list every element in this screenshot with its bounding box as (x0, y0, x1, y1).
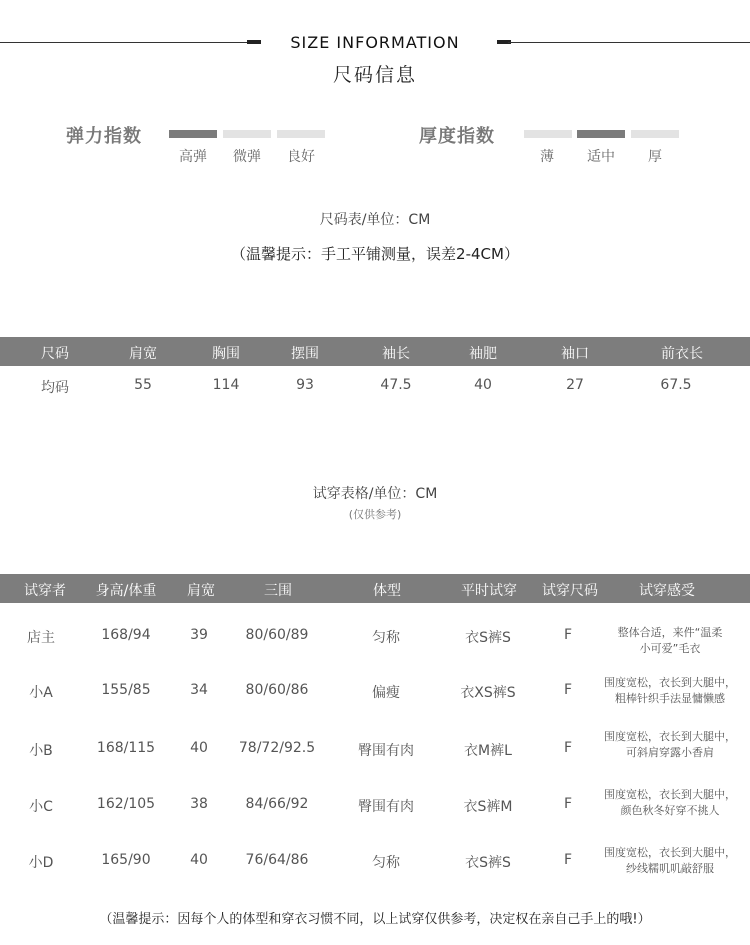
tryon-cell-height-weight: 165/90 (101, 852, 151, 868)
tryon-cell-person: 小C (29, 799, 53, 815)
tryon-table-note: (仅供参考) (348, 508, 402, 521)
page-title-cn: 尺码信息 (332, 64, 417, 86)
header-rule-right (508, 42, 750, 43)
tryon-cell-person: 店主 (27, 630, 55, 646)
size-cell-hem: 93 (296, 377, 314, 393)
thickness-bar-0 (524, 130, 572, 138)
tryon-cell-feedback (592, 845, 748, 877)
tryon-cell-tried-size: F (563, 627, 573, 643)
elasticity-bar-2 (277, 130, 325, 138)
feedback-line: 围度宽松，衣长到大腿中， (604, 730, 736, 743)
thickness-label: 厚度指数 (419, 126, 495, 147)
size-col-front-length: 前衣长 (661, 346, 703, 362)
elasticity-option-slight: 微弹 (233, 149, 261, 165)
tryon-cell-measurements: 80/60/86 (245, 682, 309, 698)
feedback-line: 围度宽松，衣长到大腿中， (604, 676, 736, 689)
tryon-cell-measurements: 76/64/86 (245, 852, 309, 868)
feedback-line: 纱线糯叽叽敲舒服 (626, 862, 714, 875)
feedback-line: 小可爱”毛衣 (639, 642, 701, 655)
elasticity-option-high: 高弹 (179, 149, 207, 165)
tryon-cell-tried-size: F (563, 852, 573, 868)
tryon-cell-height-weight: 168/94 (101, 627, 151, 643)
elasticity-bar-0 (169, 130, 217, 138)
tryon-cell-height-weight: 168/115 (96, 740, 156, 756)
size-col-hem: 摆围 (291, 346, 319, 362)
size-col-sleeve-width: 袖肥 (469, 346, 497, 362)
tryon-cell-body-type: 臀围有肉 (358, 799, 414, 815)
tryon-cell-feedback (592, 625, 748, 657)
tryon-col-person: 试穿者 (24, 583, 66, 599)
size-col-sleeve-length: 袖长 (382, 346, 410, 362)
tryon-cell-person: 小D (28, 855, 54, 871)
tryon-cell-person: 小A (29, 685, 53, 701)
elasticity-bar-1 (223, 130, 271, 138)
size-cell-sleeve-length: 47.5 (380, 377, 412, 393)
tryon-cell-shoulder: 34 (190, 682, 208, 698)
feedback-line: 围度宽松，衣长到大腿中， (604, 846, 736, 859)
tryon-cell-shoulder: 39 (190, 627, 208, 643)
size-table-caption: 尺码表/单位：CM (319, 212, 431, 228)
tryon-cell-usual-size: 衣S裤S (465, 855, 511, 871)
feedback-line: 整体合适，来件“温柔 (617, 626, 723, 639)
tryon-cell-body-type: 匀称 (372, 855, 400, 871)
tryon-cell-body-type: 匀称 (372, 630, 400, 646)
thickness-bar-1 (577, 130, 625, 138)
feedback-line: 粗棒针织手法显慵懒感 (615, 692, 725, 705)
tryon-cell-usual-size: 衣S裤M (463, 799, 513, 815)
tryon-cell-height-weight: 155/85 (101, 682, 151, 698)
size-cell-front-length: 67.5 (660, 377, 692, 393)
tryon-cell-measurements: 80/60/89 (245, 627, 309, 643)
size-col-size: 尺码 (41, 346, 69, 362)
tryon-cell-tried-size: F (563, 682, 573, 698)
size-col-cuff: 袖口 (561, 346, 589, 362)
tryon-cell-tried-size: F (563, 740, 573, 756)
tryon-cell-tried-size: F (563, 796, 573, 812)
tryon-cell-feedback (592, 787, 748, 819)
tryon-cell-body-type: 偏瘦 (372, 685, 400, 701)
tryon-col-tried-size: 试穿尺码 (542, 583, 598, 599)
size-col-shoulder: 肩宽 (129, 346, 157, 362)
page-title-en: SIZE INFORMATION (290, 33, 460, 52)
tryon-cell-shoulder: 40 (190, 740, 208, 756)
size-col-chest: 胸围 (212, 346, 240, 362)
size-cell-size: 均码 (41, 380, 69, 396)
tryon-col-usual-size: 平时试穿 (461, 583, 517, 599)
thickness-option-thick: 厚 (648, 149, 662, 165)
tryon-cell-feedback (592, 729, 748, 761)
tryon-col-feedback: 试穿感受 (639, 583, 695, 599)
thickness-option-thin: 薄 (540, 149, 554, 165)
footer-tip: （温馨提示：因每个人的体型和穿衣习惯不同，以上试穿仅供参考，决定权在亲自己手上的哦!） (99, 912, 651, 927)
tryon-col-height-weight: 身高/体重 (95, 583, 157, 599)
tryon-cell-feedback (592, 675, 748, 707)
tryon-col-shoulder: 肩宽 (187, 583, 215, 599)
tryon-col-measurements: 三围 (264, 583, 292, 599)
size-cell-chest: 114 (212, 377, 240, 393)
thickness-bar-2 (631, 130, 679, 138)
size-cell-shoulder: 55 (134, 377, 152, 393)
tryon-cell-shoulder: 40 (190, 852, 208, 868)
tryon-cell-person: 小B (29, 743, 53, 759)
thickness-option-medium: 适中 (587, 149, 615, 165)
size-table-tip: （温馨提示：手工平铺测量，误差2-4CM） (231, 245, 519, 263)
tryon-cell-usual-size: 衣S裤S (465, 630, 511, 646)
feedback-line: 可斜肩穿露小香肩 (626, 746, 714, 759)
feedback-line: 围度宽松，衣长到大腿中， (604, 788, 736, 801)
size-cell-cuff: 27 (566, 377, 584, 393)
size-cell-sleeve-width: 40 (474, 377, 492, 393)
elasticity-label: 弹力指数 (66, 126, 142, 147)
elasticity-option-good: 良好 (287, 149, 315, 165)
tryon-cell-usual-size: 衣XS裤S (460, 685, 516, 701)
tryon-cell-height-weight: 162/105 (96, 796, 156, 812)
tryon-cell-measurements: 78/72/92.5 (238, 740, 316, 756)
tryon-cell-body-type: 臀围有肉 (358, 743, 414, 759)
tryon-col-body-type: 体型 (373, 583, 401, 599)
tryon-cell-shoulder: 38 (190, 796, 208, 812)
tryon-cell-usual-size: 衣M裤L (464, 743, 512, 759)
feedback-line: 颜色秋冬好穿不挑人 (620, 804, 720, 817)
tryon-table-caption: 试穿表格/单位：CM (312, 486, 438, 502)
tryon-cell-measurements: 84/66/92 (245, 796, 309, 812)
